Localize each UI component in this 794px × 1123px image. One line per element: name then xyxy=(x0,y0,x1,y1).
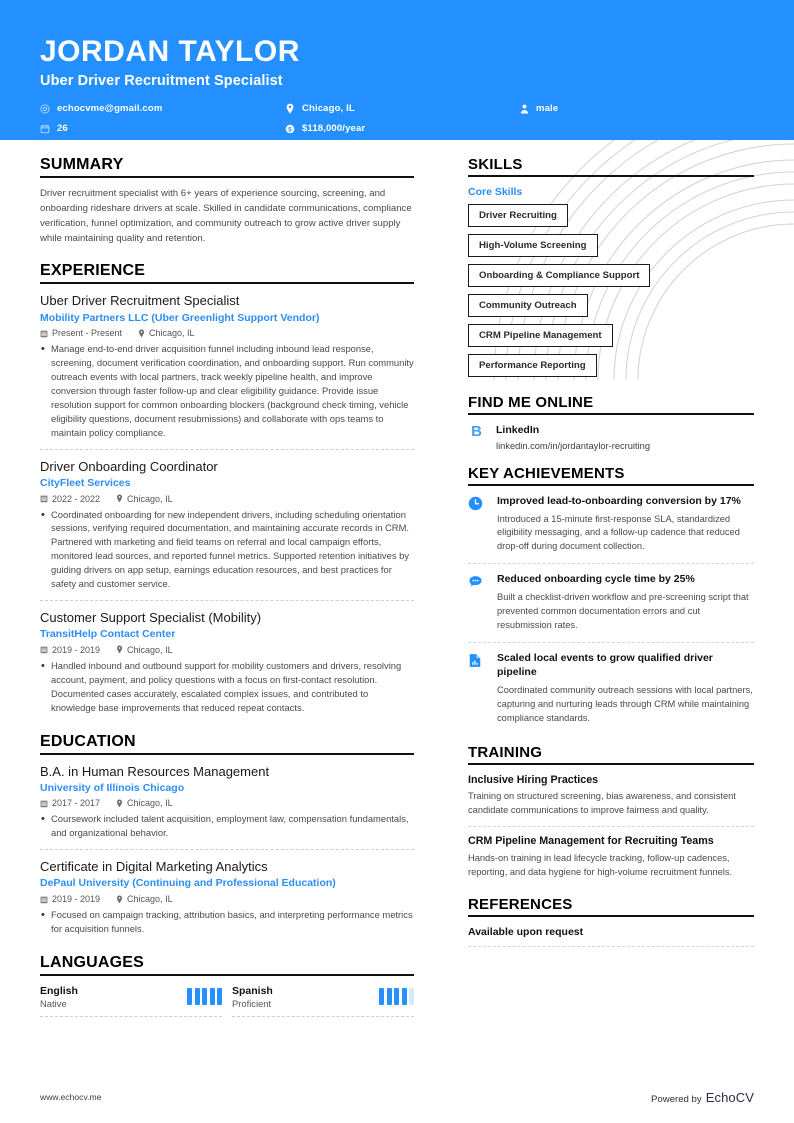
footer-powered-by xyxy=(651,1090,754,1105)
bar-filled xyxy=(210,988,215,1005)
linkedin-icon: B xyxy=(471,423,482,440)
experience-entry xyxy=(40,459,414,601)
skill-chip[interactable]: Driver Recruiting xyxy=(468,204,568,227)
contact-salary-value: $118,000/year xyxy=(302,123,366,134)
experience-entry xyxy=(40,610,414,724)
contact-gender xyxy=(520,100,558,118)
skill-chip-row xyxy=(468,294,754,324)
experience-dates xyxy=(40,328,122,338)
footer-powered-label: Powered by xyxy=(651,1093,702,1105)
experience-dates-value: 2022 - 2022 xyxy=(52,493,101,504)
education-dates xyxy=(40,798,100,808)
section-summary xyxy=(40,156,414,246)
education-entry xyxy=(40,859,414,945)
education-dates-value: 2017 - 2017 xyxy=(52,798,101,809)
calendar-icon xyxy=(40,329,48,338)
education-location xyxy=(116,894,173,904)
experience-location-value: Chicago, IL xyxy=(127,493,173,504)
coin-icon xyxy=(285,124,295,134)
section-rule xyxy=(468,915,754,917)
contact-age xyxy=(40,120,162,138)
contact-column-3 xyxy=(520,100,558,120)
education-bullet: • Coursework included talent acquisition, employment law, compensation fundamentals, and organizational behavior. xyxy=(40,812,414,840)
language-item xyxy=(40,985,222,1017)
training-item xyxy=(468,835,754,888)
footer-brand-name: EchoCV xyxy=(705,1089,754,1105)
contact-column-1 xyxy=(40,100,162,140)
experience-meta xyxy=(40,328,414,338)
location-pin-icon xyxy=(138,329,145,338)
section-languages xyxy=(40,954,414,1017)
contact-location xyxy=(285,100,365,118)
education-degree: Certificate in Digital Marketing Analytics xyxy=(40,859,268,875)
calendar-icon xyxy=(40,494,48,503)
right-column xyxy=(440,140,754,1021)
section-title-experience: EXPERIENCE xyxy=(40,262,146,280)
language-item xyxy=(232,985,414,1017)
bar-filled xyxy=(387,988,392,1005)
experience-bullets xyxy=(40,508,414,591)
online-profile-item[interactable] xyxy=(468,424,754,451)
language-info xyxy=(40,985,78,1009)
location-pin-icon xyxy=(116,895,123,904)
education-school: University of Illinois Chicago xyxy=(40,781,185,794)
achievement-item xyxy=(468,495,754,565)
skills-category: Core Skills xyxy=(468,186,523,198)
section-title-languages: LANGUAGES xyxy=(40,953,145,971)
skill-chip[interactable]: High-Volume Screening xyxy=(468,234,598,257)
experience-org: Mobility Partners LLC (Uber Greenlight Support Vendor) xyxy=(40,311,320,324)
contact-gender-value: male xyxy=(536,103,559,114)
location-pin-icon xyxy=(116,799,123,808)
contact-location-value: Chicago, IL xyxy=(302,103,355,114)
contact-age-value: 26 xyxy=(57,123,68,134)
experience-meta xyxy=(40,494,414,504)
section-rule xyxy=(40,282,414,284)
skill-chip-row xyxy=(468,204,754,234)
experience-location-value: Chicago, IL xyxy=(127,644,173,655)
calendar-icon xyxy=(40,895,48,904)
languages-row xyxy=(40,985,414,1017)
achievement-title: Reduced onboarding cycle time by 25% xyxy=(497,573,695,586)
skill-chip-row xyxy=(468,264,754,294)
section-title-skills: SKILLS xyxy=(468,156,523,173)
bar-filled xyxy=(379,988,384,1005)
section-title-education: EDUCATION xyxy=(40,732,136,750)
training-title: CRM Pipeline Management for Recruiting Teams xyxy=(468,835,714,848)
achievement-title: Scaled local events to grow qualified driver pipeline xyxy=(497,651,713,678)
bar-empty xyxy=(409,988,414,1005)
section-title-find-me-online: FIND ME ONLINE xyxy=(468,394,594,411)
at-sign-icon xyxy=(40,104,50,114)
online-profile-label: LinkedIn xyxy=(496,424,540,436)
section-rule xyxy=(40,176,414,178)
achievement-desc: Coordinated community outreach sessions with local partners, capturing and nurturing leads through CRM while maintaining compliance standards. xyxy=(497,684,753,723)
section-education xyxy=(40,733,414,945)
experience-meta xyxy=(40,645,414,655)
page-title: JORDAN TAYLOR xyxy=(40,35,300,68)
education-location-value: Chicago, IL xyxy=(127,894,173,905)
achievement-item xyxy=(468,652,754,735)
education-dates-value: 2019 - 2019 xyxy=(52,894,101,905)
education-location-value: Chicago, IL xyxy=(127,798,173,809)
section-rule xyxy=(40,974,414,976)
experience-location xyxy=(116,645,173,655)
education-location xyxy=(116,798,173,808)
calendar-icon xyxy=(40,645,48,654)
clock-icon xyxy=(468,495,486,511)
location-pin-icon xyxy=(285,103,295,114)
language-level: Native xyxy=(40,998,67,1010)
education-dates xyxy=(40,894,100,904)
achievement-text xyxy=(497,495,754,555)
training-desc: Training on structured screening, bias awareness, and consistent candidate communications to improve fairness and quality. xyxy=(468,791,736,816)
experience-bullet: • Handled inbound and outbound support for mobility customers and drivers, resolving account, payment, and policy questions with a focus on first-contact resolution. Documented cases accurately, escalated complex issues, and contributed to knowledge base improvements that reduced repeat contacts. xyxy=(40,659,414,715)
bar-filled xyxy=(402,988,407,1005)
language-proficiency-bars xyxy=(379,988,414,1005)
experience-role: Uber Driver Recruitment Specialist xyxy=(40,293,240,309)
section-rule xyxy=(468,413,754,415)
section-rule xyxy=(468,484,754,486)
skill-chip[interactable]: CRM Pipeline Management xyxy=(468,324,613,347)
calendar-icon xyxy=(40,124,50,134)
achievement-desc: Introduced a 15-minute first-response SLA, standardized eligibility messaging, and a follow-up cadence that reduced drop-off during document collection. xyxy=(497,513,740,552)
language-name: Spanish xyxy=(232,984,273,997)
section-skills xyxy=(468,156,754,384)
bar-filled xyxy=(187,988,192,1005)
bar-filled xyxy=(202,988,207,1005)
skill-chip[interactable]: Performance Reporting xyxy=(468,354,597,377)
svg-text:$: $ xyxy=(288,126,292,133)
section-rule xyxy=(468,763,754,765)
job-title: Uber Driver Recruitment Specialist xyxy=(40,72,283,89)
section-rule xyxy=(40,753,414,755)
contact-email-value: echocvme@gmail.com xyxy=(57,103,163,114)
language-info xyxy=(232,985,273,1009)
resume-header xyxy=(0,0,794,140)
left-column xyxy=(40,140,440,1021)
education-degree: B.A. in Human Resources Management xyxy=(40,763,270,779)
achievement-item xyxy=(468,573,754,643)
experience-org: TransitHelp Contact Center xyxy=(40,628,176,641)
education-bullet: • Focused on campaign tracking, attribution basics, and interpreting performance metrics for acquisition funnels. xyxy=(40,908,414,936)
education-meta xyxy=(40,894,414,904)
skill-chip-row xyxy=(468,324,754,354)
education-bullets xyxy=(40,908,414,936)
achievement-desc: Built a checklist-driven workflow and pre-screening script that prevented common documentation errors and cut resubmission rates. xyxy=(497,592,749,631)
experience-dates xyxy=(40,645,100,655)
experience-role: Customer Support Specialist (Mobility) xyxy=(40,610,262,625)
experience-dates xyxy=(40,494,100,504)
education-school: DePaul University (Continuing and Professional Education) xyxy=(40,877,336,890)
document-chart-icon xyxy=(468,652,486,668)
skill-chip[interactable]: Onboarding & Compliance Support xyxy=(468,264,650,287)
location-pin-icon xyxy=(116,494,123,503)
references-text: Available upon request xyxy=(468,926,754,947)
experience-dates-value: 2019 - 2019 xyxy=(52,644,101,655)
footer-site-url[interactable]: www.echocv.me xyxy=(40,1092,102,1102)
section-title-key-achievements: KEY ACHIEVEMENTS xyxy=(468,464,625,482)
achievement-title: Improved lead-to-onboarding conversion by 17% xyxy=(497,494,741,507)
online-profile-url[interactable]: linkedin.com/in/jordantaylor-recruiting xyxy=(496,440,650,451)
section-references xyxy=(468,896,754,947)
online-profile-text xyxy=(496,424,650,451)
section-training xyxy=(468,744,754,889)
skill-chip-row xyxy=(468,354,754,384)
contact-grid xyxy=(40,100,754,140)
experience-role: Driver Onboarding Coordinator xyxy=(40,458,218,474)
achievement-text xyxy=(497,652,754,726)
skill-chip[interactable]: Community Outreach xyxy=(468,294,588,317)
section-title-references: REFERENCES xyxy=(468,896,573,914)
chat-bubble-icon xyxy=(468,573,486,589)
education-bullets xyxy=(40,812,414,840)
experience-bullets xyxy=(40,342,414,439)
section-rule xyxy=(468,175,754,177)
experience-dates-value: Present - Present xyxy=(52,328,123,339)
experience-location xyxy=(116,494,173,504)
training-desc: Hands-on training in lead lifecycle tracking, follow-up cadences, reporting, and data hygiene for high-volume recruitment funnels. xyxy=(468,853,733,878)
bar-filled xyxy=(217,988,222,1005)
experience-bullet: • Coordinated onboarding for new independent drivers, including scheduling orientation sessions, verifying required documentation, and maintaining accurate records in CRM. Partnered with marketing and field teams on referral and local campaign efforts, monitored lead sources, and reported funnel metrics. Supported retention initiatives by guiding drivers on app setup, earnings education resources, and best practices for safety and customer service. xyxy=(40,508,414,591)
contact-salary xyxy=(285,120,365,138)
experience-location-value: Chicago, IL xyxy=(149,328,195,339)
experience-org: CityFleet Services xyxy=(40,476,131,489)
calendar-icon xyxy=(40,799,48,808)
language-level: Proficient xyxy=(232,998,272,1010)
language-proficiency-bars xyxy=(187,988,222,1005)
resume-body xyxy=(0,140,794,1021)
person-icon xyxy=(520,104,529,114)
page-footer xyxy=(0,1071,794,1123)
section-find-me-online xyxy=(468,394,754,451)
experience-location xyxy=(138,328,195,338)
skills-chip-list xyxy=(468,204,754,384)
education-entry xyxy=(40,764,414,851)
location-pin-icon xyxy=(116,645,123,654)
achievement-text xyxy=(497,573,754,633)
section-title-summary: SUMMARY xyxy=(40,156,124,173)
training-item xyxy=(468,774,754,828)
section-key-achievements xyxy=(468,465,754,735)
experience-bullet: • Manage end-to-end driver acquisition funnel including inbound lead response, screening, document verification coordination, and onboarding support. Run community outreach events with local partners, track weekly pipeline health, and improve conversion through faster follow-up and clear eligibility guidance. Provide issue resolution support for common onboarding blockers (background check timing, vehicle eligibility questions, document resubmissions) and collaborate with ops teams to maintain policy compliance. xyxy=(40,342,414,439)
bar-filled xyxy=(394,988,399,1005)
skill-chip-row xyxy=(468,234,754,264)
contact-email xyxy=(40,100,162,118)
section-experience xyxy=(40,262,414,723)
experience-entry xyxy=(40,293,414,449)
bar-filled xyxy=(195,988,200,1005)
contact-column-2 xyxy=(285,100,365,140)
section-title-training: TRAINING xyxy=(468,743,543,761)
summary-text: Driver recruitment specialist with 6+ years of experience sourcing, screening, and onboarding rideshare drivers at scale. Skilled in candidate communications, compliance verification, funnel optimization, and community outreach to grow active driver supply while maintaining quality and retention. xyxy=(40,188,412,244)
education-meta xyxy=(40,798,414,808)
training-title: Inclusive Hiring Practices xyxy=(468,773,599,786)
language-name: English xyxy=(40,984,78,997)
experience-bullets xyxy=(40,659,414,715)
